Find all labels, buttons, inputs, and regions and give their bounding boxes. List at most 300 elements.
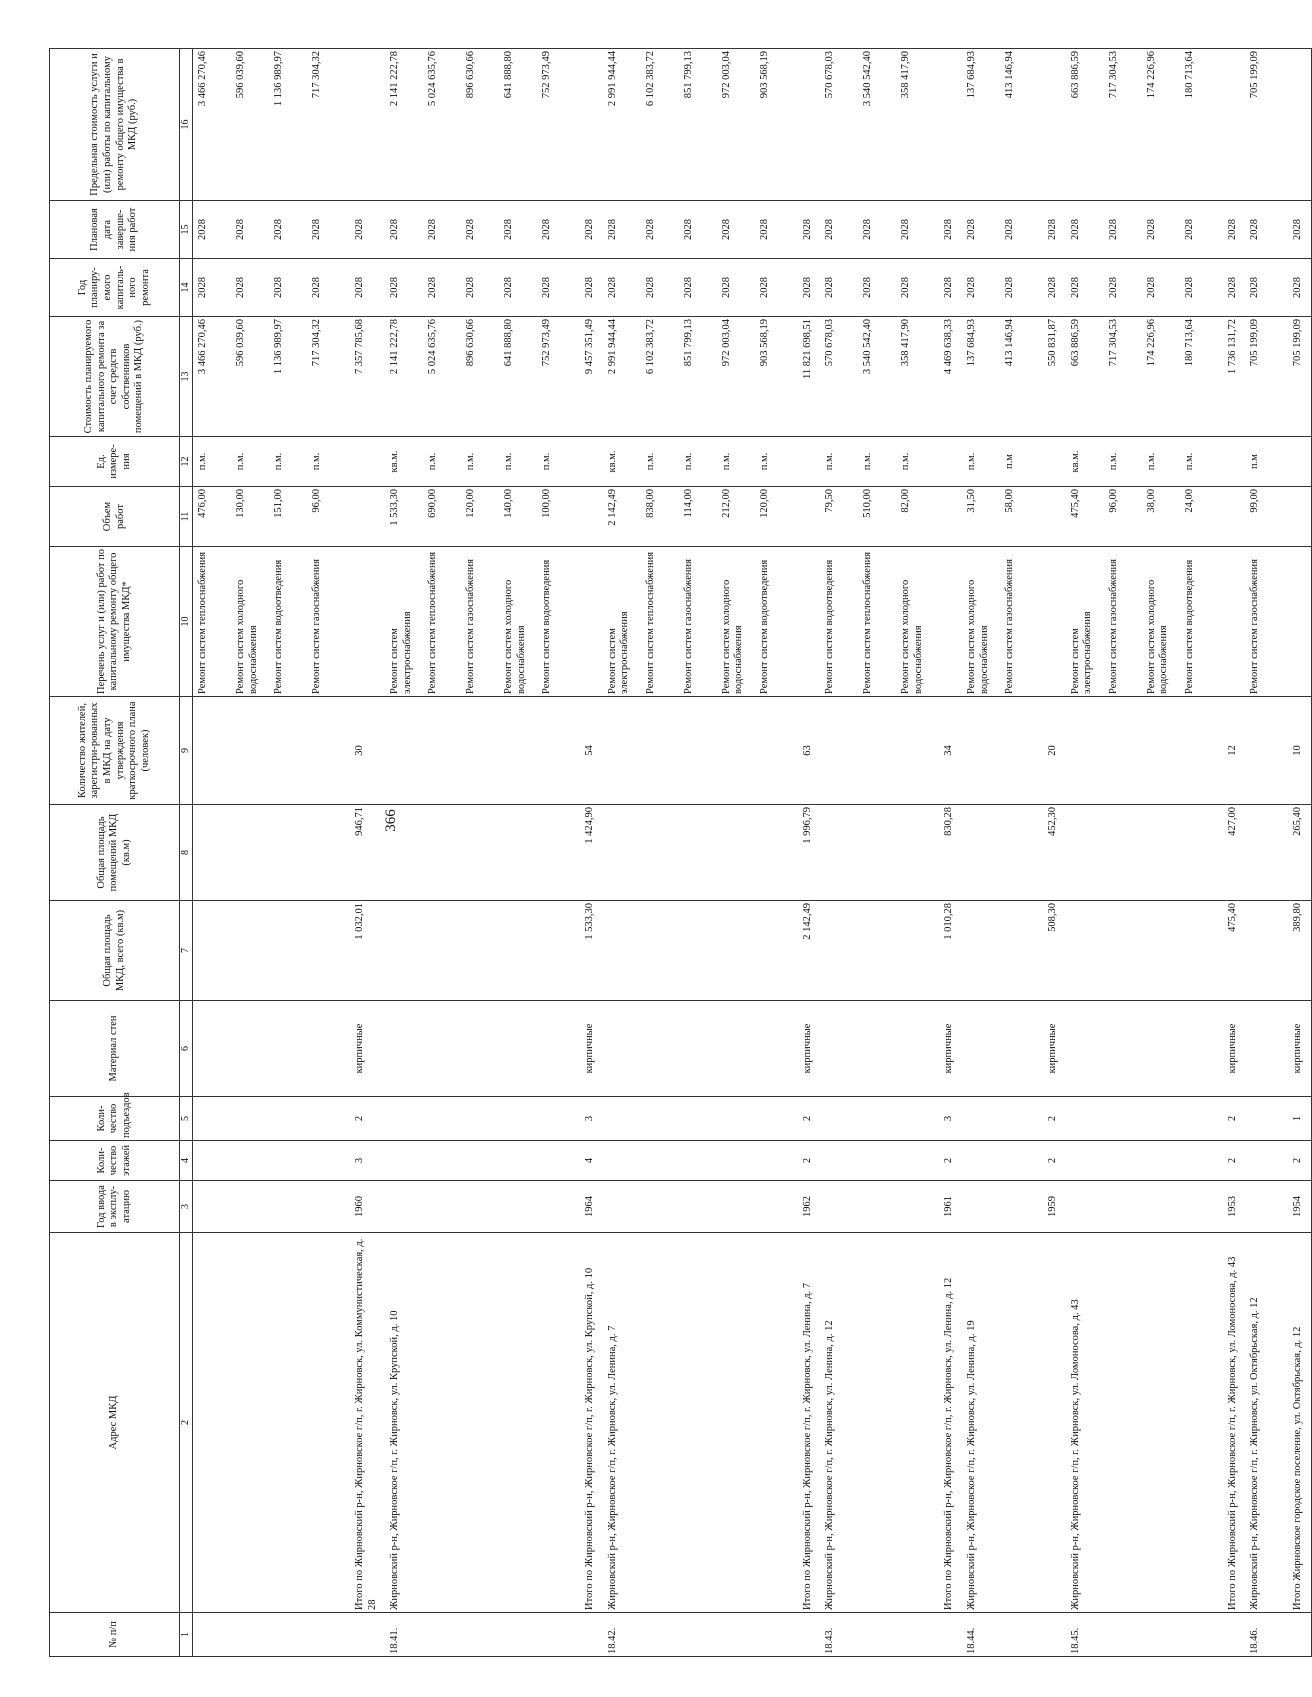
empty-cell (1043, 437, 1066, 487)
unit: п.м. (1183, 452, 1195, 471)
empty-cell (820, 1181, 939, 1233)
house-address: Жирновский р-н, Жирновское г/п, г. Жирновск, ул. Ленина, д. 12 (820, 1233, 939, 1613)
work-type: Ремонт систем газоснабжения (1249, 559, 1261, 694)
header-col-9: Количество жителей, зарегистри-рованных в МКД на дату утверждения краткосрочного плана (человек) (50, 697, 180, 805)
work-volume: 99,00 (1249, 489, 1261, 513)
item-number (193, 1613, 351, 1657)
residents-count: 10 (1288, 697, 1311, 805)
total-address: Итого по Жирновский р-н, Жирновское г/п, г. Жирновск, ул. Ленина, д. 12 (939, 1233, 962, 1613)
col-number-6: 6 (180, 1001, 193, 1097)
unit-cell (385, 437, 580, 487)
empty-cell (962, 697, 1043, 805)
empty-cell (962, 1001, 1043, 1097)
wall-material: кирпичные (798, 1001, 821, 1097)
entrances-count: 2 (1223, 1097, 1246, 1141)
empty-cell (1245, 1001, 1288, 1097)
unit: п.м. (273, 452, 284, 471)
work-type-list (824, 549, 938, 694)
limit-cost-cell (385, 49, 580, 201)
unit: п.м (1249, 454, 1261, 469)
repair-year-list (966, 261, 1042, 314)
empty-cell (1223, 49, 1246, 201)
finish-year-list (389, 203, 579, 256)
empty-cell (798, 49, 821, 201)
wall-material: кирпичные (580, 1001, 603, 1097)
empty-cell (193, 1181, 351, 1233)
entrances-count: 2 (1043, 1097, 1066, 1141)
header-col-2: Адрес МКД (50, 1233, 180, 1613)
work-volume: 38,00 (1145, 489, 1157, 513)
col-number-3: 3 (180, 1181, 193, 1233)
work-type-list (1070, 549, 1222, 694)
empty-cell (962, 805, 1043, 901)
work-type-cell (1245, 547, 1288, 697)
finish-year: 2028 (427, 219, 439, 240)
work-cost: 663 886,59 (1069, 319, 1081, 367)
table-body (193, 49, 1312, 1657)
work-volume-cell (1245, 487, 1288, 547)
work-volume-cell (820, 487, 939, 547)
empty-cell (350, 437, 385, 487)
finish-year-list (824, 203, 938, 256)
rooms-area: 452,30 (1043, 805, 1066, 901)
empty-cell (193, 1097, 351, 1141)
unit: п.м. (720, 452, 732, 471)
col-number-12: 12 (180, 437, 193, 487)
work-cost: 717 304,53 (1107, 319, 1119, 367)
unit-list (1070, 439, 1222, 484)
work-type: Ремонт систем водоотведения (758, 559, 770, 694)
work-volume: 120,00 (758, 489, 770, 518)
empty-cell (193, 697, 351, 805)
finish-year: 2028 (465, 219, 477, 240)
work-type-list (966, 549, 1042, 694)
work-cost: 851 799,13 (682, 319, 694, 367)
repair-year: 2028 (389, 277, 401, 298)
limit-cost: 1 136 989,97 (273, 51, 284, 107)
finish-year: 2028 (965, 219, 977, 240)
work-cost: 972 003,04 (720, 319, 732, 367)
unit: кв.м. (389, 450, 401, 473)
work-type-cell (193, 547, 351, 697)
finish-year: 2028 (1249, 219, 1261, 240)
work-cost-cell (820, 317, 939, 437)
work-cost-list (966, 319, 1042, 434)
repair-year: 2028 (862, 277, 874, 298)
build-year: 1954 (1288, 1181, 1311, 1233)
work-type: Ремонт систем водоотведения (1183, 559, 1195, 694)
header-col-1: № п/п (50, 1613, 180, 1657)
rotated-page (49, 49, 1304, 1657)
unit-list (1249, 439, 1287, 484)
work-cost-cell (1066, 317, 1223, 437)
empty-cell (1043, 49, 1066, 201)
limit-cost-list (1249, 51, 1287, 198)
total-area: 475,40 (1223, 901, 1246, 1001)
unit: п.м. (758, 452, 770, 471)
unit: п.м. (1145, 452, 1157, 471)
work-type: Ремонт систем холодного водоснабжения (235, 579, 259, 694)
empty-cell (939, 487, 962, 547)
header-col-12: Ед. измере-ния (50, 437, 180, 487)
work-cost: 174 226,96 (1145, 319, 1157, 367)
total-cost: 9 457 351,49 (580, 317, 603, 437)
work-type: Ремонт систем холодного водоснабжения (1145, 579, 1170, 694)
empty-cell (1245, 901, 1288, 1001)
total-finish-year: 2028 (1223, 201, 1246, 259)
total-row (939, 49, 962, 1657)
house-address: Жирновский р-н, Жирновское г/п, г. Жирновск, ул. Крупской, д. 10 (385, 1233, 580, 1613)
finish-year: 2028 (900, 219, 912, 240)
residents-count: 20 (1043, 697, 1066, 805)
finish-year: 2028 (720, 219, 732, 240)
empty-cell (1066, 1001, 1223, 1097)
empty-cell (962, 1097, 1043, 1141)
header-col-10: Перечень услуг и (или) работ по капитальному ремонту общего имущества МКД* (50, 547, 180, 697)
empty-cell (385, 901, 580, 1001)
work-type-list (389, 549, 579, 694)
work-volume-list (197, 489, 349, 544)
work-cost-cell (962, 317, 1043, 437)
house-row (385, 49, 580, 1657)
header-col-5: Коли-чество подъездов (50, 1097, 180, 1141)
residents-count: 34 (939, 697, 962, 805)
work-cost-cell (385, 317, 580, 437)
limit-cost-list (389, 51, 579, 198)
empty-cell (580, 49, 603, 201)
house-row (962, 49, 1043, 1657)
limit-cost: 851 799,13 (682, 51, 694, 99)
limit-cost-list (607, 51, 797, 198)
repair-year: 2028 (197, 277, 208, 298)
work-volume: 96,00 (311, 489, 322, 513)
total-address: Итого по Жирновский р-н, Жирновское г/п, г. Жирновск, ул. Крупской, д. 10 (580, 1233, 603, 1613)
limit-cost-list (1070, 51, 1222, 198)
empty-cell (603, 1001, 798, 1097)
empty-cell (603, 1097, 798, 1141)
total-area: 389,80 (1288, 901, 1311, 1001)
unit: п.м. (644, 452, 656, 471)
empty-cell (1288, 49, 1311, 201)
limit-cost: 705 199,09 (1249, 51, 1261, 99)
rooms-area: 265,40 (1288, 805, 1311, 901)
work-cost: 705 199,09 (1249, 319, 1261, 367)
floors-count: 2 (1223, 1141, 1246, 1181)
repair-year: 2028 (427, 277, 439, 298)
empty-cell (580, 437, 603, 487)
unit: п.м. (541, 452, 553, 471)
limit-cost-list (197, 51, 349, 198)
empty-cell (385, 1141, 580, 1181)
header-col-16: Предельная стоимость услуги и (или) работы по капитальному ремонту общего имущества в МКД (руб.) (50, 49, 180, 201)
unit: п.м. (311, 452, 322, 471)
build-year: 1961 (939, 1181, 962, 1233)
header-row (50, 49, 180, 1657)
col-number-16: 16 (180, 49, 193, 201)
total-address: Итого по Жирновский р-н, Жирновское г/п, г. Жирновск, ул. Ленина, д. 7 (798, 1233, 821, 1613)
work-type: Ремонт систем теплоснабжения (197, 551, 208, 694)
repair-year: 2028 (465, 277, 477, 298)
repair-year: 2028 (824, 277, 836, 298)
unit-cell (820, 437, 939, 487)
unit: п.м. (1107, 452, 1119, 471)
finish-year: 2028 (606, 219, 618, 240)
total-area: 1 010,28 (939, 901, 962, 1001)
empty-cell (193, 901, 351, 1001)
limit-cost-cell (1066, 49, 1223, 201)
finish-year-cell (603, 201, 798, 259)
work-type: Ремонт систем газоснабжения (1003, 559, 1015, 694)
repair-year-cell (385, 259, 580, 317)
item-number: 18.42. (603, 1613, 798, 1657)
col-number-8: 8 (180, 805, 193, 901)
work-cost: 717 304,32 (311, 319, 322, 367)
finish-year: 2028 (1069, 219, 1081, 240)
repair-year-list (1249, 261, 1287, 314)
work-cost-list (197, 319, 349, 434)
unit-cell (1066, 437, 1223, 487)
finish-year-list (607, 203, 797, 256)
limit-cost: 3 466 270,46 (197, 51, 208, 107)
empty-cell (193, 805, 351, 901)
work-cost: 1 136 989,97 (273, 319, 284, 375)
limit-cost-cell (1245, 49, 1288, 201)
work-type: Ремонт систем электроснабжения (606, 611, 631, 694)
empty-cell (382, 805, 580, 901)
empty-cell (962, 901, 1043, 1001)
work-volume: 114,00 (682, 489, 694, 518)
unit-list (966, 439, 1042, 484)
limit-cost: 717 304,53 (1107, 51, 1119, 99)
finish-year: 2028 (1107, 219, 1119, 240)
limit-cost: 6 102 383,72 (644, 51, 656, 107)
finish-year: 2028 (541, 219, 553, 240)
col-number-11: 11 (180, 487, 193, 547)
wall-material: кирпичные (350, 1001, 385, 1097)
item-number: 18.44. (962, 1613, 1043, 1657)
work-volume-list (389, 489, 579, 544)
empty-cell (1223, 547, 1246, 697)
total-area: 1 533,30 (580, 901, 603, 1001)
header-col-8: Общая площадь помещений МКД (кв.м) (50, 805, 180, 901)
empty-cell (798, 487, 821, 547)
entrances-count: 1 (1288, 1097, 1311, 1141)
limit-cost: 752 973,49 (541, 51, 553, 99)
work-cost: 413 146,94 (1003, 319, 1015, 367)
header-col-6: Материал стен (50, 1001, 180, 1097)
work-type: Ремонт систем холодного водоснабжения (965, 579, 990, 694)
work-volume-list (966, 489, 1042, 544)
repair-year-cell (193, 259, 351, 317)
empty-cell (603, 697, 798, 805)
floors-count: 2 (1043, 1141, 1066, 1181)
limit-cost: 2 991 944,44 (606, 51, 618, 107)
finish-year: 2028 (311, 219, 322, 240)
limit-cost-cell (962, 49, 1043, 201)
work-cost: 2 991 944,44 (606, 319, 618, 375)
work-volume: 100,00 (541, 489, 553, 518)
repair-year-list (389, 261, 579, 314)
limit-cost: 137 684,93 (965, 51, 977, 99)
floors-count: 2 (1288, 1141, 1311, 1181)
item-number: 18.41. (385, 1613, 580, 1657)
work-cost-list (1249, 319, 1287, 434)
total-row (350, 49, 385, 1657)
repair-year: 2028 (503, 277, 515, 298)
total-row (1223, 49, 1246, 1657)
empty-cell (385, 697, 580, 805)
work-type-list (607, 549, 797, 694)
header-col-4: Коли-чество этажей (50, 1141, 180, 1181)
entrances-count: 3 (939, 1097, 962, 1141)
empty-cell (1066, 901, 1223, 1001)
repair-year: 2028 (606, 277, 618, 298)
empty-cell (350, 49, 385, 201)
limit-cost-cell (193, 49, 351, 201)
unit: кв.м. (606, 450, 618, 473)
work-type: Ремонт систем водоотведения (541, 559, 553, 694)
empty-cell (1066, 1181, 1223, 1233)
residents-count: 54 (580, 697, 603, 805)
total-row (798, 49, 821, 1657)
total-finish-year: 2028 (580, 201, 603, 259)
total-area: 1 032,01 (350, 901, 385, 1001)
repair-year: 2028 (311, 277, 322, 298)
work-volume-cell (603, 487, 798, 547)
empty-cell (580, 487, 603, 547)
repair-year: 2028 (1183, 277, 1195, 298)
limit-cost-list (824, 51, 938, 198)
empty-cell (1245, 1097, 1288, 1141)
finish-year-list (1249, 203, 1287, 256)
work-volume: 82,00 (900, 489, 912, 513)
empty-cell (939, 49, 962, 201)
repair-year: 2028 (1145, 277, 1157, 298)
empty-cell (962, 1181, 1043, 1233)
total-finish-year: 2028 (798, 201, 821, 259)
work-volume: 690,00 (427, 489, 439, 518)
empty-cell (193, 1141, 351, 1181)
work-volume-cell (385, 487, 580, 547)
unit-cell (1245, 437, 1288, 487)
empty-cell (820, 1097, 939, 1141)
work-cost: 903 568,19 (758, 319, 770, 367)
total-cost: 705 199,09 (1288, 317, 1311, 437)
work-type: Ремонт систем электроснабжения (389, 611, 413, 694)
empty-cell (820, 1141, 939, 1181)
empty-cell (580, 547, 603, 697)
total-repair-year: 2028 (798, 259, 821, 317)
limit-cost: 596 039,60 (235, 51, 246, 99)
repair-year-list (824, 261, 938, 314)
finish-year: 2028 (862, 219, 874, 240)
build-year: 1960 (350, 1181, 385, 1233)
total-repair-year: 2028 (939, 259, 962, 317)
total-repair-year: 2028 (1043, 259, 1066, 317)
repair-year: 2028 (1003, 277, 1015, 298)
house-address (193, 1233, 351, 1613)
empty-cell (580, 1613, 603, 1657)
empty-cell (385, 1097, 580, 1141)
work-cost: 358 417,90 (900, 319, 912, 367)
empty-cell (962, 1141, 1043, 1181)
unit-cell (962, 437, 1043, 487)
total-finish-year: 2028 (939, 201, 962, 259)
work-type-cell (1066, 547, 1223, 697)
total-address: Итого по Жирновский р-н, Жирновское г/п, г. Жирновск, ул. Коммунистическая, д. 28 (350, 1233, 385, 1613)
work-cost-list (824, 319, 938, 434)
wall-material: кирпичные (1223, 1001, 1246, 1097)
repair-year: 2028 (1249, 277, 1261, 298)
repair-year-cell (603, 259, 798, 317)
rooms-area: 946,71 (350, 805, 385, 901)
total-cost: 1 736 131,72 (1223, 317, 1246, 437)
empty-cell (1223, 1613, 1246, 1657)
col-number-14: 14 (180, 259, 193, 317)
item-number: 18.46. (1245, 1613, 1288, 1657)
limit-cost: 180 713,64 (1183, 51, 1195, 99)
finish-year-list (966, 203, 1042, 256)
work-volume-list (1070, 489, 1222, 544)
finish-year: 2028 (1183, 219, 1195, 240)
work-volume: 24,00 (1183, 489, 1195, 513)
finish-year: 2028 (1145, 219, 1157, 240)
work-volume: 120,00 (465, 489, 477, 518)
capital-repair-table (49, 48, 1312, 1657)
empty-cell (603, 1181, 798, 1233)
work-cost-cell (1245, 317, 1288, 437)
work-volume: 1 533,30 (389, 489, 401, 526)
item-number: 18.43. (820, 1613, 939, 1657)
house-row (1245, 49, 1288, 1657)
header-col-15: Плановая дата заверше-ния работ (50, 201, 180, 259)
item-number: 18.45. (1066, 1613, 1223, 1657)
unit: п.м. (465, 452, 477, 471)
empty-cell (385, 1181, 580, 1233)
total-repair-year: 2028 (350, 259, 385, 317)
residents-count: 63 (798, 697, 821, 805)
total-repair-year: 2028 (1288, 259, 1311, 317)
finish-year-list (1070, 203, 1222, 256)
work-cost-list (389, 319, 579, 434)
empty-cell (385, 1001, 580, 1097)
total-cost: 7 357 785,68 (350, 317, 385, 437)
work-volume-cell (1066, 487, 1223, 547)
unit-cell (603, 437, 798, 487)
limit-cost: 903 568,19 (758, 51, 770, 99)
empty-cell (939, 437, 962, 487)
unit: п.м. (235, 452, 246, 471)
empty-cell (939, 547, 962, 697)
finish-year-cell (1066, 201, 1223, 259)
col-number-13: 13 (180, 317, 193, 437)
column-number-row (180, 49, 193, 1657)
house-address: Жирновский р-н, Жирновское г/п, г. Жирновск, ул. Ленина, д. 7 (603, 1233, 798, 1613)
work-type: Ремонт систем холодного водоснабжения (720, 579, 745, 694)
work-type: Ремонт систем водоотведения (824, 559, 836, 694)
work-type: Ремонт систем газоснабжения (311, 559, 322, 694)
house-address: Жирновский р-н, Жирновское г/п, г. Жирновск, ул. Ленина, д. 19 (962, 1233, 1043, 1613)
finish-year: 2028 (682, 219, 694, 240)
unit: п.м. (824, 452, 836, 471)
work-type-cell (385, 547, 580, 697)
empty-cell (1245, 1181, 1288, 1233)
finish-year-cell (1245, 201, 1288, 259)
house-address: Жирновский р-н, Жирновское г/п, г. Жирновск, ул. Ломоносова, д. 43 (1066, 1233, 1223, 1613)
limit-cost: 413 146,94 (1003, 51, 1015, 99)
finish-year-cell (820, 201, 939, 259)
total-repair-year: 2028 (580, 259, 603, 317)
